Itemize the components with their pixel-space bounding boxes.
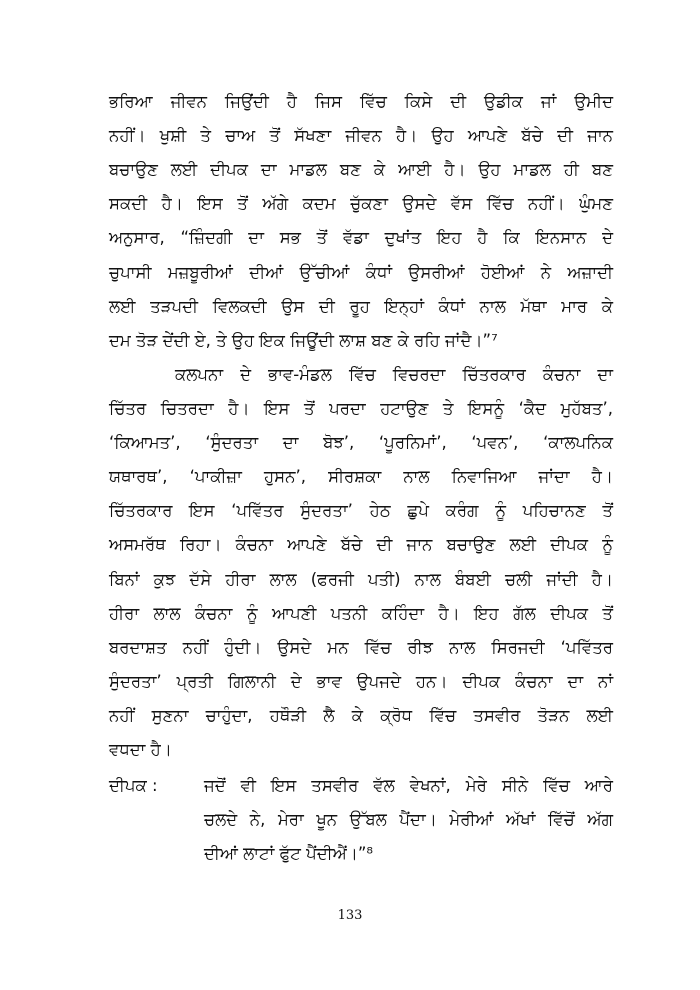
- text-line: ਬਿਨਾਂ ਕੁਝ ਦੱਸੇ ਹੀਰਾ ਲਾਲ (ਫਰਜੀ ਪਤੀ) ਨਾਲ ਬੰਬਈ ਚਲੀ ਜਾਂਦੀ ਹੈ।: [109, 570, 613, 589]
- dialogue-line: ਚਲਦੇ ਨੇ, ਮੇਰਾ ਖੂਨ ਉੱਬਲ ਪੈਂਦਾ। ਮੇਰੀਆਂ ਅੱਖਾਂ ਵਿੱਚੋਂ ਅੱਗ: [204, 810, 613, 829]
- text-line: ਲਈ ਤੜਪਦੀ ਵਿਲਕਦੀ ਉਸ ਦੀ ਰੂਹ ਇਨ੍ਹਾਂ ਕੰਧਾਂ ਨਾਲ ਮੱਥਾ ਮਾਰ ਕੇ: [109, 297, 613, 316]
- text-line: ਅਸਮਰੱਥ ਰਿਹਾ। ਕੰਚਨਾ ਆਪਣੇ ਬੱਚੇ ਦੀ ਜਾਨ ਬਚਾਉਣ ਲਈ ਦੀਪਕ ਨੂੰ: [109, 535, 613, 554]
- text-line: ਸਕਦੀ ਹੈ। ਇਸ ਤੋਂ ਅੱਗੇ ਕਦਮ ਚੁੱਕਣਾ ਉਸਦੇ ਵੱਸ ਵਿੱਚ ਨਹੀਂ। ਘੁੰਮਣ: [109, 194, 613, 213]
- text-line: ਹੀਰਾ ਲਾਲ ਕੰਚਨਾ ਨੂੰ ਆਪਣੀ ਪਤਨੀ ਕਹਿੰਦਾ ਹੈ। ਇਹ ਗੱਲ ਦੀਪਕ ਤੋਂ: [109, 604, 613, 623]
- text-line: ਦਮ ਤੋੜ ਦੇਂਦੀ ਏ, ਤੇ ਉਹ ਇਕ ਜਿਊਂਦੀ ਲਾਸ਼ ਬਣ ਕੇ ਰਹਿ ਜਾਂਦੈ।”⁷: [109, 331, 498, 350]
- speaker-label: ਦੀਪਕ :: [109, 776, 158, 795]
- text-line: ਬਰਦਾਸ਼ਤ ਨਹੀਂ ਹੁੰਦੀ। ਉਸਦੇ ਮਨ ਵਿੱਚ ਰੀਝ ਨਾਲ ਸਿਰਜਦੀ ‘ਪਵਿੱਤਰ: [109, 638, 613, 657]
- dialogue-line: ਦੀਆਂ ਲਾਟਾਂ ਫੁੱਟ ਪੈਂਦੀਐਂ।”⁸: [204, 844, 374, 863]
- dialogue-line: ਜਦੋਂ ਵੀ ਇਸ ਤਸਵੀਰ ਵੱਲ ਵੇਖਨਾਂ, ਮੇਰੇ ਸੀਨੇ ਵਿੱਚ ਆਰੇ: [204, 776, 613, 795]
- text-line: ਯਥਾਰਥ’, ‘ਪਾਕੀਜ਼ਾ ਹੁਸਨ’, ਸੀਰਸ਼ਕਾ ਨਾਲ ਨਿਵਾਜਿਆ ਜਾਂਦਾ ਹੈ।: [109, 467, 613, 486]
- text-line: ਵਧਦਾ ਹੈ।: [109, 740, 172, 759]
- text-line: ਬਚਾਉਣ ਲਈ ਦੀਪਕ ਦਾ ਮਾਡਲ ਬਣ ਕੇ ਆਈ ਹੈ। ਉਹ ਮਾਡਲ ਹੀ ਬਣ: [109, 160, 613, 179]
- page-number: 133: [337, 908, 363, 923]
- text-line: ਕਲਪਨਾ ਦੇ ਭਾਵ-ਮੰਡਲ ਵਿੱਚ ਵਿਚਰਦਾ ਚਿੱਤਰਕਾਰ ਕੰਚਨਾ ਦਾ: [175, 365, 613, 384]
- text-line: ਨਹੀਂ ਸੁਣਨਾ ਚਾਹੁੰਦਾ, ਹਥੌੜੀ ਲੈ ਕੇ ਕ੍ਰੋਧ ਵਿੱਚ ਤਸਵੀਰ ਤੋੜਨ ਲਈ: [109, 706, 613, 725]
- text-line: ‘ਕਿਆਮਤ’, ‘ਸੁੰਦਰਤਾ ਦਾ ਬੋਝ’, ‘ਪੂਰਨਿਮਾਂ’, ‘ਪਵਨ’, ‘ਕਾਲਪਨਿਕ: [109, 433, 613, 452]
- text-line: ਚਿੱਤਰ ਚਿਤਰਦਾ ਹੈ। ਇਸ ਤੋਂ ਪਰਦਾ ਹਟਾਉਣ ਤੇ ਇਸਨੂੰ ‘ਕੈਦ ਮੁਹੱਬਤ’,: [109, 399, 613, 418]
- text-line: ਭਰਿਆ ਜੀਵਨ ਜਿਉਂਦੀ ਹੈ ਜਿਸ ਵਿੱਚ ਕਿਸੇ ਦੀ ਉਡੀਕ ਜਾਂ ਉਮੀਦ: [109, 92, 613, 111]
- text-line: ਨਹੀਂ। ਖੁਸ਼ੀ ਤੇ ਚਾਅ ਤੋਂ ਸੱਖਣਾ ਜੀਵਨ ਹੈ। ਉਹ ਆਪਣੇ ਬੱਚੇ ਦੀ ਜਾਨ: [109, 126, 613, 145]
- text-line: ਅਨੁਸਾਰ, “ਜ਼ਿੰਦਗੀ ਦਾ ਸਭ ਤੋਂ ਵੱਡਾ ਦੁਖਾਂਤ ਇਹ ਹੈ ਕਿ ਇਨਸਾਨ ਦੇ: [109, 228, 613, 247]
- text-line: ਚੁਪਾਸੀ ਮਜ਼ਬੂਰੀਆਂ ਦੀਆਂ ਉੱਚੀਆਂ ਕੰਧਾਂ ਉਸਰੀਆਂ ਹੋਈਆਂ ਨੇ ਅਜ਼ਾਦੀ: [109, 263, 613, 282]
- text-line: ਸੁੰਦਰਤਾ’ ਪ੍ਰਤੀ ਗਿਲਾਨੀ ਦੇ ਭਾਵ ਉਪਜਦੇ ਹਨ। ਦੀਪਕ ਕੰਚਨਾ ਦਾ ਨਾਂ: [109, 672, 613, 691]
- text-line: ਚਿੱਤਰਕਾਰ ਇਸ ‘ਪਵਿੱਤਰ ਸੁੰਦਰਤਾ’ ਹੇਠ ਛੁਪੇ ਕਰੰਗ ਨੂੰ ਪਹਿਚਾਨਣ ਤੋਂ: [109, 501, 613, 520]
